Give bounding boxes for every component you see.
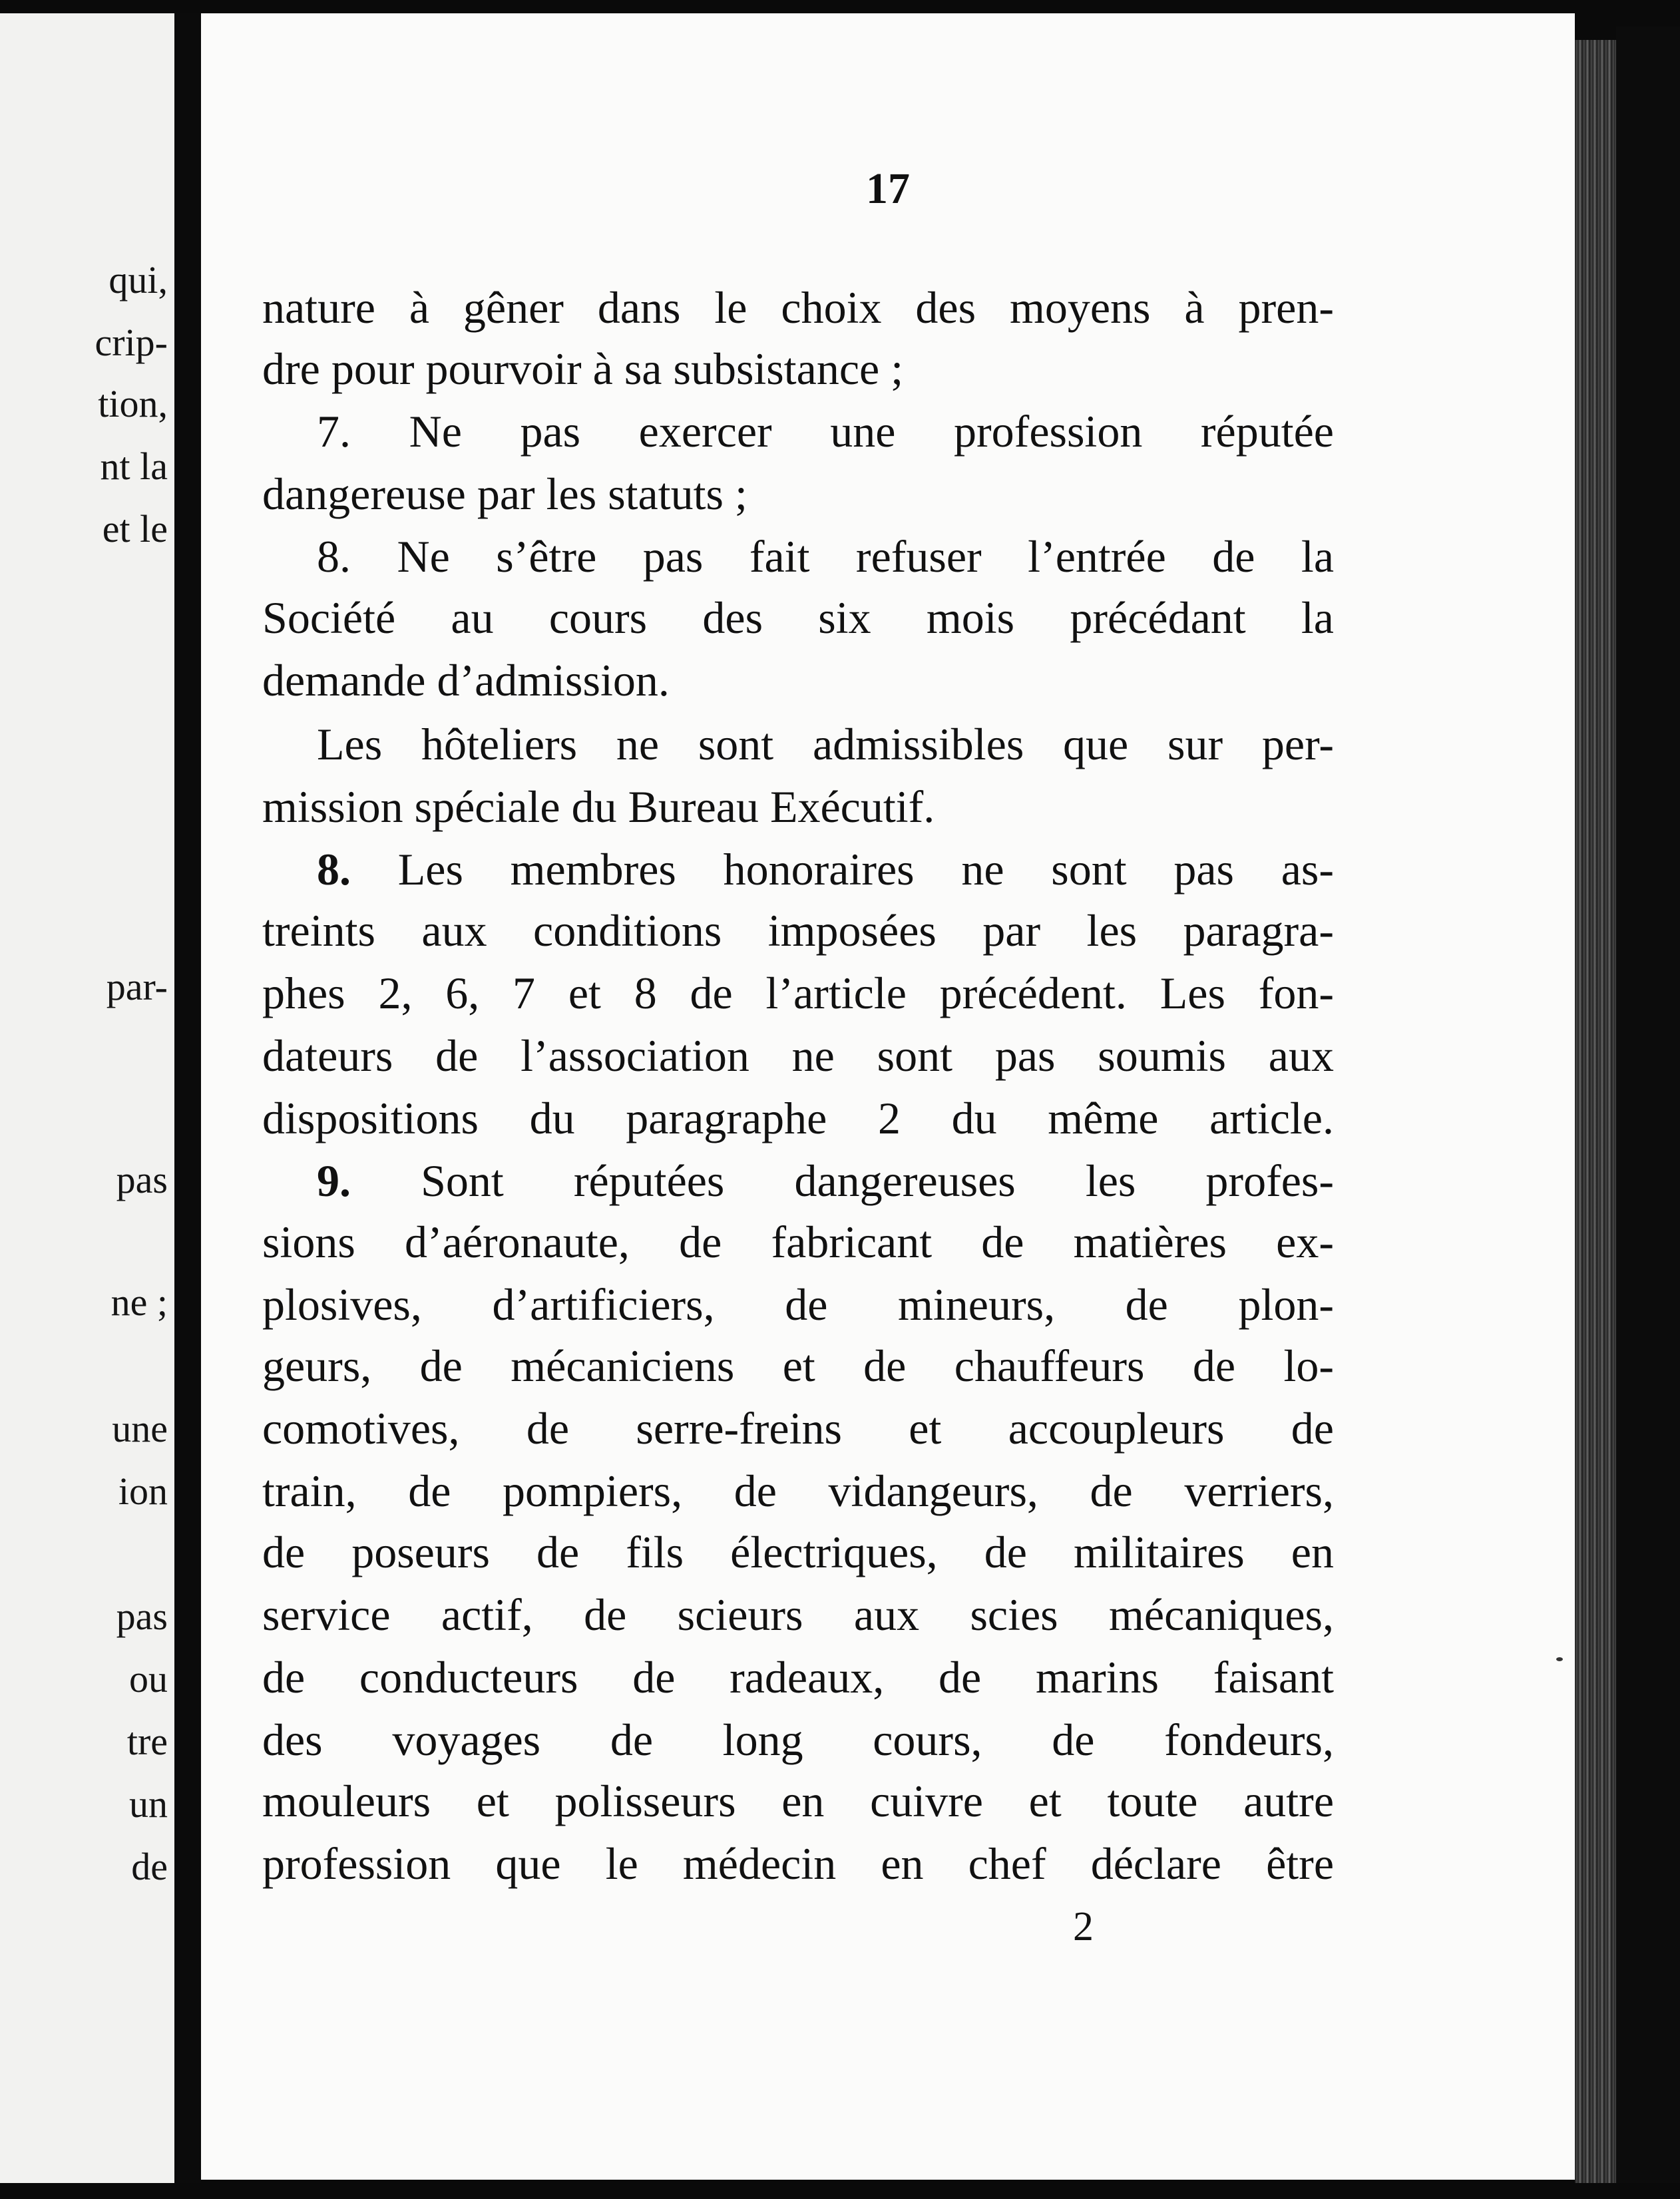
article-number: 9. bbox=[317, 1155, 351, 1206]
left-fragment: pas bbox=[116, 1158, 168, 1201]
text-line: demande d’admission. bbox=[262, 655, 670, 705]
text-line: de conducteurs de radeaux, de marins faisant bbox=[262, 1652, 1334, 1702]
text-line: treints aux conditions imposées par les paragra- bbox=[262, 905, 1334, 956]
dust-speck bbox=[1556, 1657, 1563, 1661]
left-fragment: de bbox=[131, 1845, 168, 1888]
book-edge-shadow bbox=[1616, 27, 1680, 2183]
text-line: sions d’aéronaute, de fabricant de matières ex- bbox=[262, 1217, 1334, 1267]
text-line: dre pour pourvoir à sa subsistance ; bbox=[262, 343, 904, 394]
text-line: mouleurs et polisseurs en cuivre et toute autre bbox=[262, 1776, 1334, 1826]
page-number: 17 bbox=[866, 164, 910, 213]
text-line: Sont réputées dangereuses les profes- bbox=[421, 1155, 1335, 1206]
text-line: train, de pompiers, de vidangeurs, de verriers, bbox=[262, 1466, 1334, 1516]
left-fragment: ion bbox=[118, 1470, 168, 1513]
main-page bbox=[201, 13, 1575, 2180]
page-edges bbox=[1575, 40, 1616, 2183]
left-fragment: qui, bbox=[108, 258, 168, 301]
text-line: profession que le médecin en chef déclare être bbox=[262, 1838, 1334, 1889]
text-line: geurs, de mécaniciens et de chauffeurs de lo- bbox=[262, 1340, 1334, 1391]
text-line: des voyages de long cours, de fondeurs, bbox=[262, 1714, 1334, 1765]
signature-mark: 2 bbox=[1073, 1904, 1094, 1949]
text-line: dispositions du paragraphe 2 du même article. bbox=[262, 1093, 1334, 1143]
left-facing-page bbox=[0, 13, 174, 2183]
left-fragment: ne ; bbox=[110, 1281, 168, 1324]
text-line: Les hôteliers ne sont admissibles que sur per- bbox=[317, 719, 1334, 769]
text-line: 7. Ne pas exercer une profession réputée bbox=[317, 406, 1334, 457]
left-fragment: nt la bbox=[100, 445, 168, 488]
left-fragment: crip- bbox=[95, 321, 168, 364]
text-line: dateurs de l’association ne sont pas soumis aux bbox=[262, 1030, 1334, 1081]
left-fragment: ou bbox=[129, 1657, 168, 1700]
left-fragment: une bbox=[112, 1407, 168, 1450]
text-line: nature à gêner dans le choix des moyens à pren- bbox=[262, 282, 1334, 333]
article-8-line bbox=[317, 844, 1335, 895]
article-number: 8. bbox=[317, 844, 351, 895]
text-line: dangereuse par les statuts ; bbox=[262, 469, 747, 519]
left-fragment: par- bbox=[106, 965, 168, 1008]
text-line: plosives, d’artificiers, de mineurs, de plon- bbox=[262, 1279, 1334, 1330]
left-fragment: tion, bbox=[98, 382, 168, 425]
text-line: mission spéciale du Bureau Exécutif. bbox=[262, 781, 935, 832]
left-fragment: pas bbox=[116, 1595, 168, 1638]
article-9-line bbox=[317, 1155, 1335, 1206]
text-line: Les membres honoraires ne sont pas as- bbox=[397, 844, 1335, 895]
left-fragment: tre bbox=[126, 1720, 168, 1763]
text-line: de poseurs de fils électriques, de militaires en bbox=[262, 1527, 1334, 1577]
left-fragment: un bbox=[129, 1782, 168, 1826]
book-gutter bbox=[174, 13, 201, 2183]
text-line: 8. Ne s’être pas fait refuser l’entrée de la bbox=[317, 531, 1334, 582]
text-line: Société au cours des six mois précédant la bbox=[262, 592, 1334, 643]
text-line: comotives, de serre-freins et accoupleurs de bbox=[262, 1403, 1334, 1454]
text-line: service actif, de scieurs aux scies mécaniques, bbox=[262, 1589, 1334, 1640]
left-fragment: et le bbox=[102, 507, 168, 550]
text-line: phes 2, 6, 7 et 8 de l’article précédent. Les fon- bbox=[262, 968, 1334, 1018]
